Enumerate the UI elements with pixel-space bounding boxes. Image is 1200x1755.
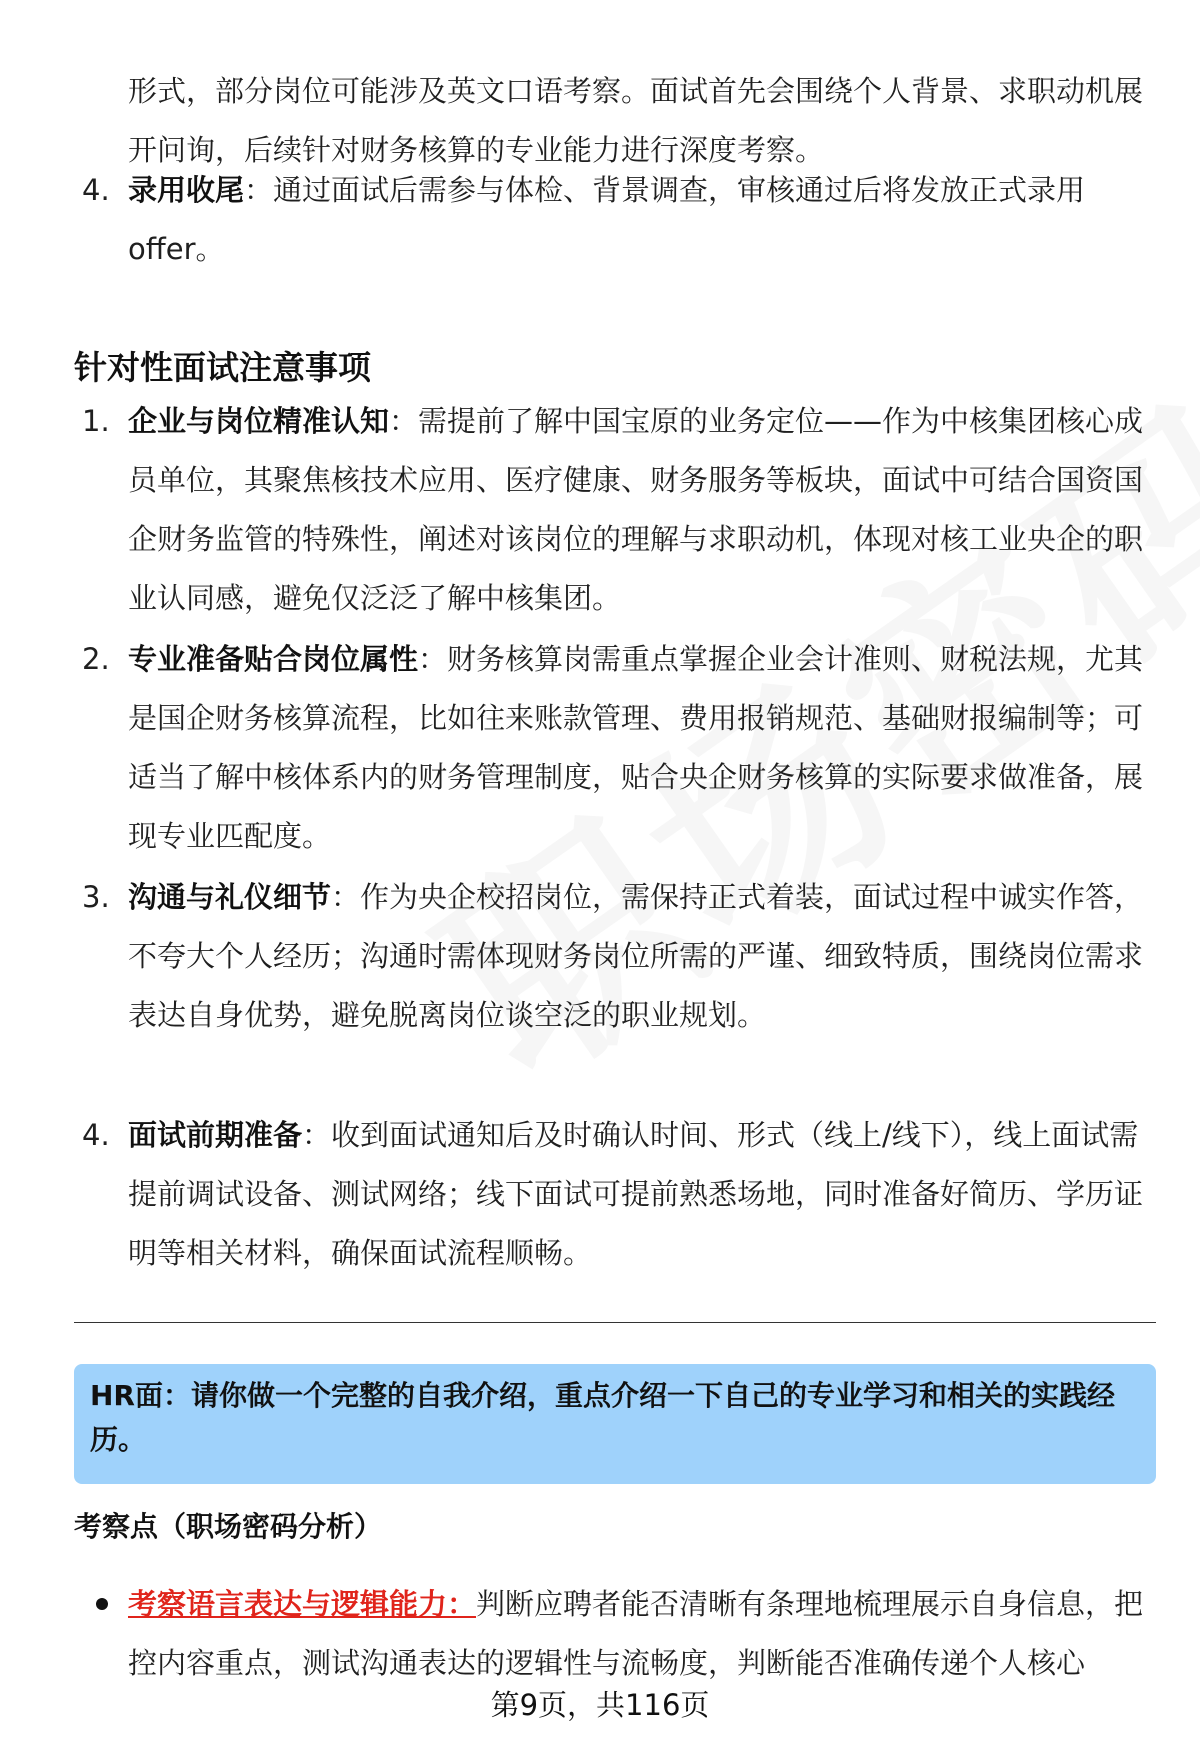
item-text: ：通过面试后需参与体检、背景调查，审核通过后将发放正式录用offer。 bbox=[128, 173, 1086, 266]
item-title: 录用收尾 bbox=[128, 173, 245, 207]
item-text: ：财务核算岗需重点掌握企业会计准则、财税法规，尤其是国企财务核算流程，比如往来账款管理、费用报销规范、基础财报编制等；可适当了解中核体系内的财务管理制度，贴合央企财务核算的实际要求做准备，展现专业匹配度。 bbox=[128, 642, 1144, 853]
item-number: 3. bbox=[82, 880, 110, 914]
item-number: 4. bbox=[82, 1118, 110, 1152]
item-title: 企业与岗位精准认知 bbox=[128, 404, 390, 438]
section-title: 针对性面试注意事项 bbox=[74, 348, 371, 387]
page-footer: 第9页，共116页 bbox=[490, 1688, 710, 1722]
note-item-4 bbox=[82, 1106, 1162, 1283]
item-number: 2. bbox=[82, 642, 110, 676]
bullet-title: 考察语言表达与逻辑能力： bbox=[128, 1587, 477, 1621]
note-item-3 bbox=[82, 868, 1162, 1045]
note-item-2 bbox=[82, 630, 1162, 866]
analysis-bullet bbox=[96, 1575, 1160, 1693]
item-text: ：作为央企校招岗位，需保持正式着装，面试过程中诚实作答，不夸大个人经历；沟通时需体现财务岗位所需的严谨、细致特质，围绕岗位需求表达自身优势，避免脱离岗位谈空泛的职业规划。 bbox=[128, 880, 1144, 1032]
note-item-1 bbox=[82, 392, 1162, 628]
process-item-4 bbox=[82, 161, 1162, 279]
item-text: ：收到面试通知后及时确认时间、形式（线上/线下），线上面试需提前调试设备、测试网络；线下面试可提前熟悉场地，同时准备好简历、学历证明等相关材料，确保面试流程顺畅。 bbox=[128, 1118, 1144, 1270]
intro-text: 形式，部分岗位可能涉及英文口语考察。面试首先会围绕个人背景、求职动机展开问询，后续针对财务核算的专业能力进行深度考察。 bbox=[128, 74, 1144, 167]
question-text: HR面：请你做一个完整的自我介绍，重点介绍一下自己的专业学习和相关的实践经历。 bbox=[90, 1379, 1115, 1456]
item-title: 沟通与礼仪细节 bbox=[128, 880, 332, 914]
bullet-text: 判断应聘者能否清晰有条理地梳理展示自身信息，把控内容重点，测试沟通表达的逻辑性与流畅度，判断能否准确传递个人核心 bbox=[128, 1587, 1144, 1680]
analysis-heading: 考察点（职场密码分析） bbox=[74, 1510, 383, 1543]
divider bbox=[74, 1322, 1156, 1323]
item-title: 专业准备贴合岗位属性 bbox=[128, 642, 419, 676]
item-number: 4. bbox=[82, 173, 110, 207]
item-number: 1. bbox=[82, 404, 110, 438]
bullet-icon bbox=[96, 1598, 108, 1610]
question-callout bbox=[74, 1364, 1156, 1484]
item-title: 面试前期准备 bbox=[128, 1118, 303, 1152]
item-text: ：需提前了解中国宝原的业务定位——作为中核集团核心成员单位，其聚焦核技术应用、医疗健康、财务服务等板块，面试中可结合国资国企财务监管的特殊性，阐述对该岗位的理解与求职动机，体现对核工业央企的职业认同感，避免仅泛泛了解中核集团。 bbox=[128, 404, 1144, 615]
